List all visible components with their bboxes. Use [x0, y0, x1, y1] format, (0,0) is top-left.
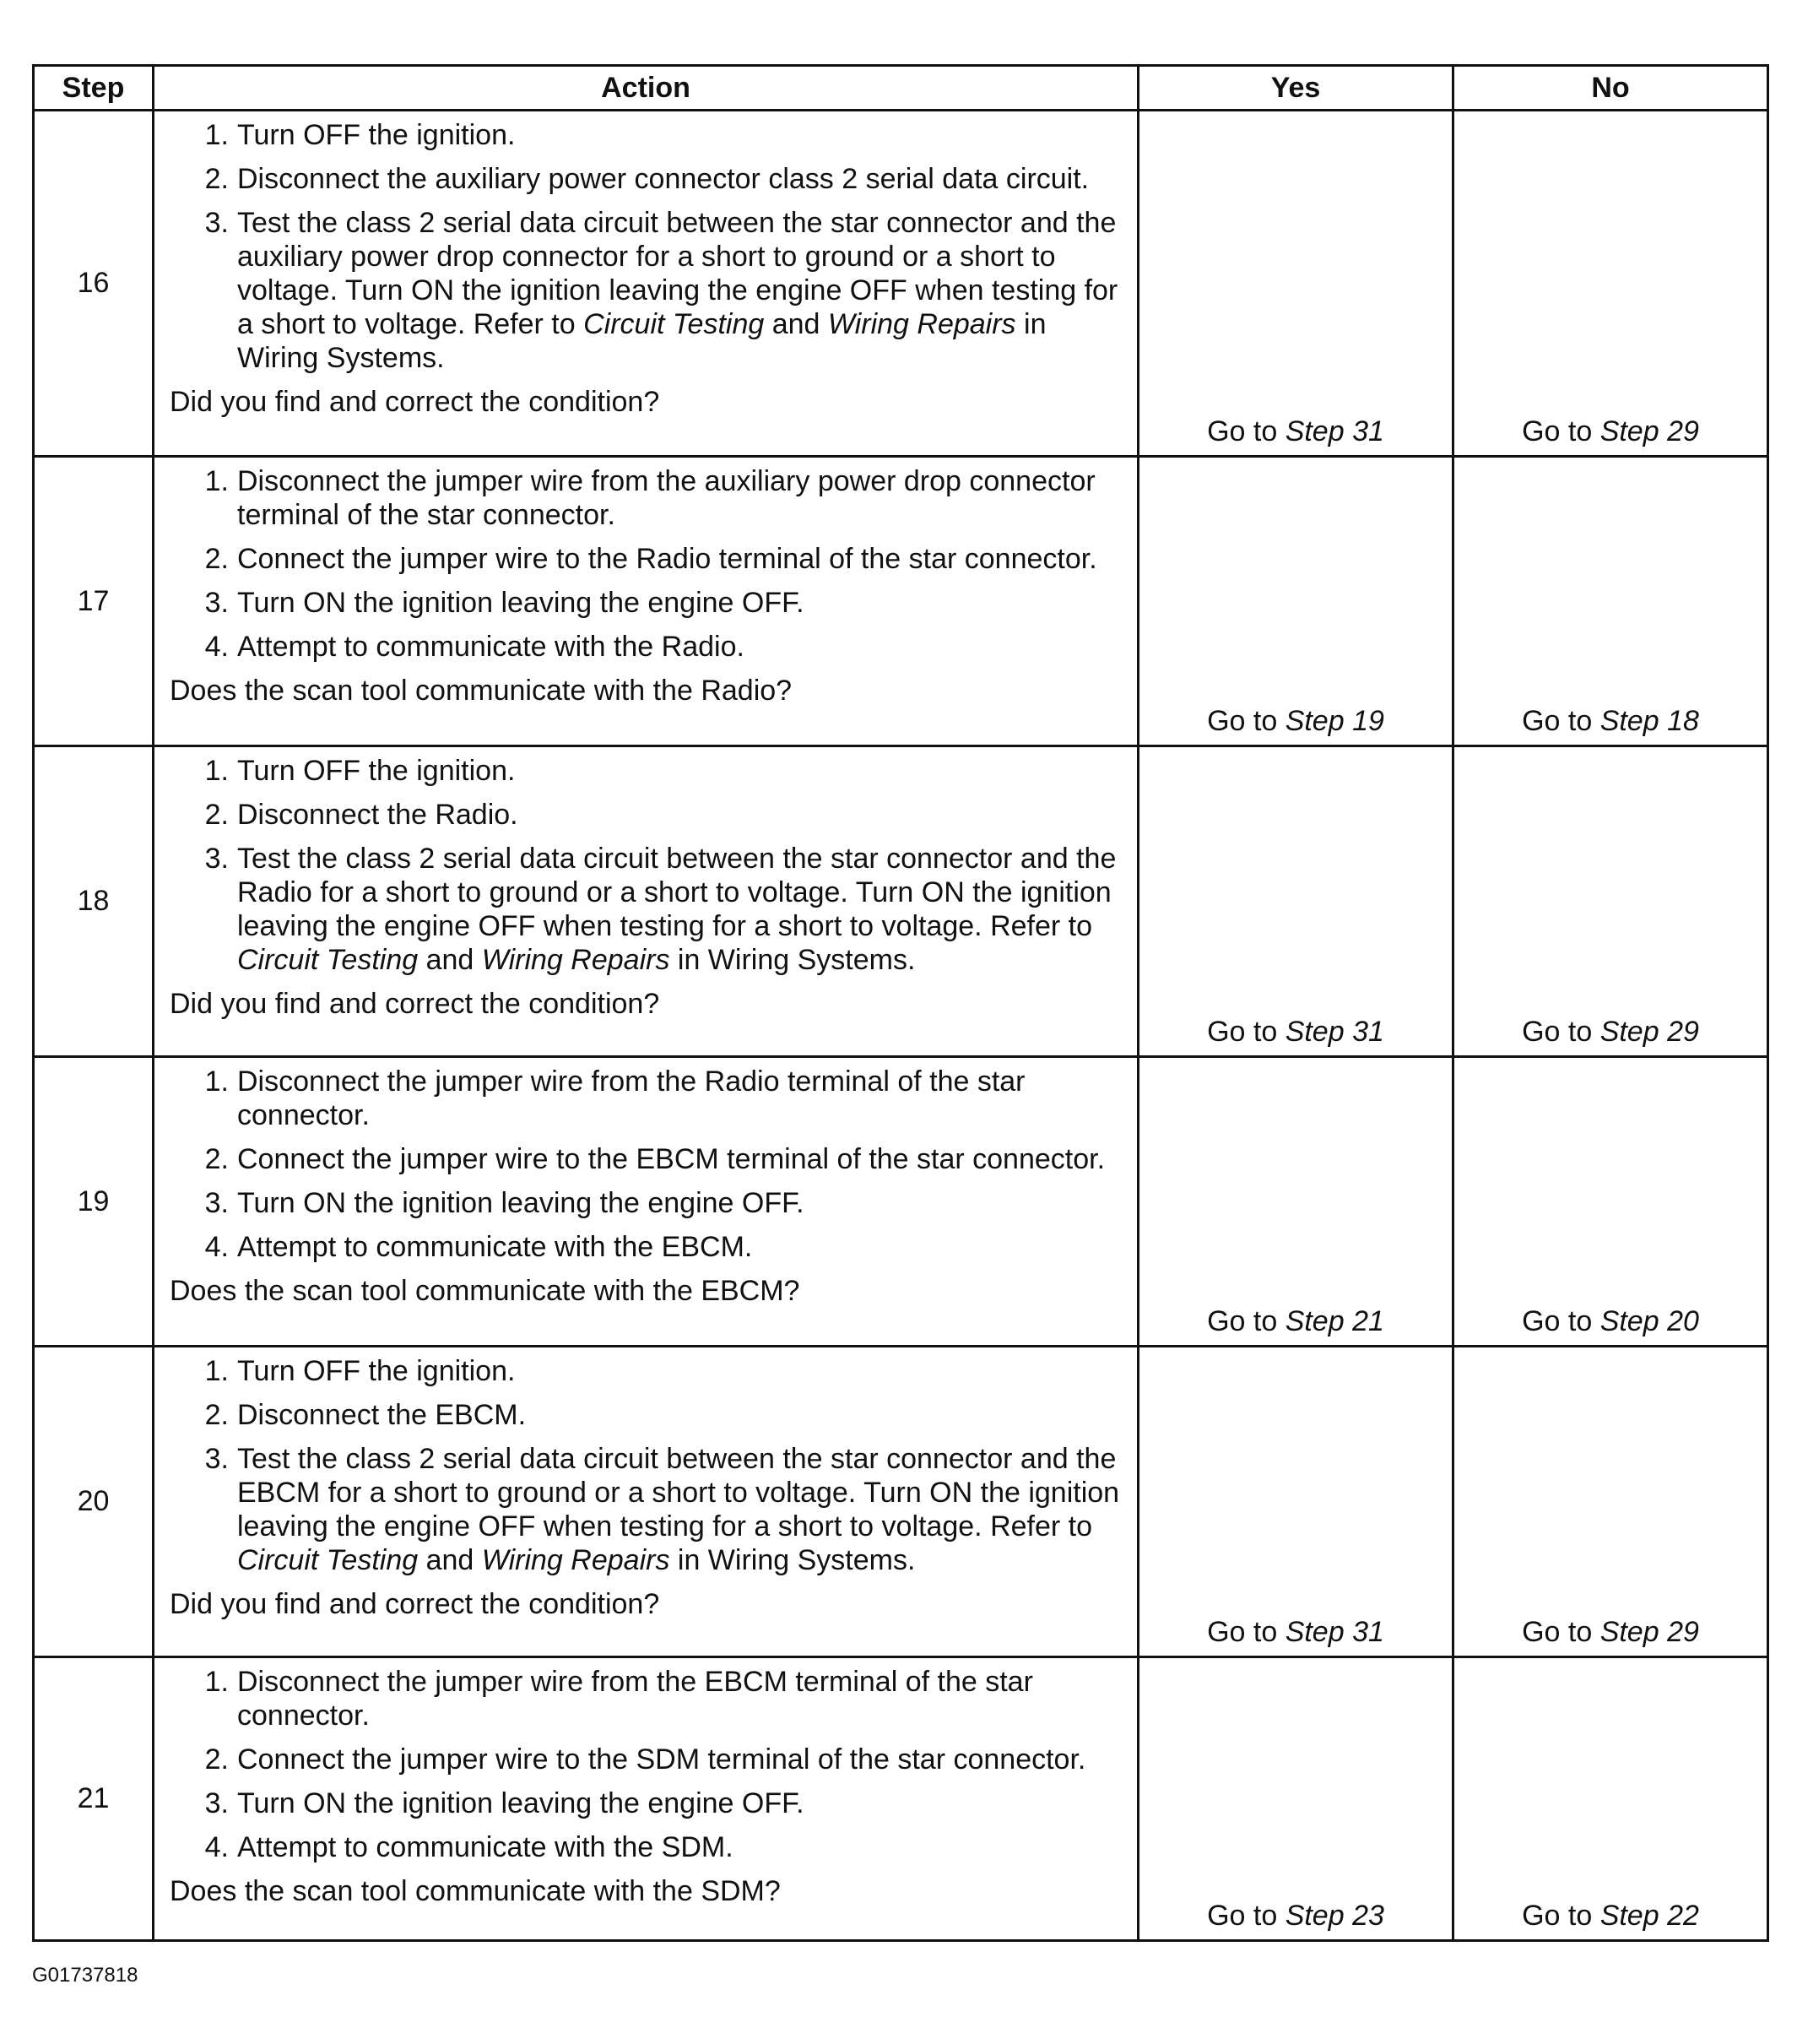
substep-text-part: and	[418, 944, 482, 976]
substep-item	[170, 542, 1122, 576]
substep-text-part: Turn OFF the ignition.	[237, 119, 516, 151]
substep-number: 1.	[204, 1065, 229, 1098]
step-number: 17	[34, 457, 154, 746]
substep-item	[170, 1743, 1122, 1776]
substep-text-part: Disconnect the jumper wire from the auxiliary power drop connector terminal of the star connector.	[237, 465, 1096, 531]
go-to-yes-step-link[interactable]: Step 21	[1285, 1305, 1384, 1337]
substep-text	[237, 464, 1122, 532]
step-question: Does the scan tool communicate with the SDM?	[170, 1875, 781, 1907]
action-cell	[154, 1347, 1139, 1657]
substep-item	[170, 1398, 1122, 1432]
substep-text-part: Connect the jumper wire to the SDM terminal of the star connector.	[237, 1743, 1086, 1776]
substep-text	[237, 586, 1122, 620]
substep-item	[170, 1230, 1122, 1264]
substep-text-part: Turn ON the ignition leaving the engine OFF.	[237, 1187, 804, 1219]
action-cell	[154, 746, 1139, 1057]
substep-text-part: Disconnect the Radio.	[237, 799, 518, 831]
substep-number: 1.	[204, 1355, 229, 1387]
no-cell	[1453, 1347, 1768, 1657]
reference-title: Circuit Testing	[583, 308, 765, 340]
yes-cell	[1139, 1657, 1453, 1941]
substep-text-part: Attempt to communicate with the SDM.	[237, 1831, 733, 1863]
substep-number: 4.	[204, 1231, 229, 1263]
substep-list	[170, 1065, 1122, 1264]
substep-item	[170, 630, 1122, 664]
substep-text	[237, 1354, 1122, 1388]
reference-title: Wiring Repairs	[827, 308, 1016, 340]
go-to-no-step-link[interactable]: Step 29	[1599, 1016, 1699, 1048]
go-to-prefix: Go to	[1207, 1900, 1286, 1932]
substep-text	[237, 118, 1122, 152]
table-row	[34, 1657, 1768, 1941]
substep-number: 3.	[204, 1787, 229, 1819]
substep-list	[170, 1665, 1122, 1864]
substep-number: 4.	[204, 1831, 229, 1863]
substep-text	[237, 1830, 1122, 1864]
substep-item	[170, 464, 1122, 532]
go-to-no-step-link[interactable]: Step 20	[1599, 1305, 1699, 1337]
step-question: Did you find and correct the condition?	[170, 988, 660, 1020]
yes-cell	[1139, 746, 1453, 1057]
substep-text-part: Turn ON the ignition leaving the engine OFF.	[237, 1787, 804, 1819]
substep-item	[170, 1665, 1122, 1732]
table-body	[34, 111, 1768, 1941]
go-to-prefix: Go to	[1207, 1016, 1286, 1048]
no-cell	[1453, 746, 1768, 1057]
step-number: 20	[34, 1347, 154, 1657]
substep-text	[237, 1743, 1122, 1776]
step-number: 18	[34, 746, 154, 1057]
go-to-yes-step-link[interactable]: Step 31	[1285, 415, 1384, 447]
go-to-prefix: Go to	[1207, 1616, 1286, 1648]
step-number: 19	[34, 1057, 154, 1347]
action-cell	[154, 1657, 1139, 1941]
go-to-yes-step-link[interactable]: Step 31	[1285, 1016, 1384, 1048]
step-question: Does the scan tool communicate with the Radio?	[170, 675, 793, 707]
substep-text	[237, 630, 1122, 664]
no-cell	[1453, 1657, 1768, 1941]
substep-number: 2.	[204, 1743, 229, 1776]
substep-text-part: Test the class 2 serial data circuit between the star connector and the Radio for a short to ground or a short to voltage. Turn ON the ignition leaving the engine OFF when testing for a short to voltage. Refer to	[237, 843, 1117, 942]
substep-list	[170, 754, 1122, 977]
substep-number: 2.	[204, 543, 229, 575]
substep-item	[170, 1354, 1122, 1388]
substep-text-part: Test the class 2 serial data circuit between the star connector and the auxiliary power drop connector for a short to ground or a short to voltage. Turn ON the ignition leaving the engine OFF when testing for a short to voltage. Refer to	[237, 207, 1118, 340]
substep-text-part: Attempt to communicate with the Radio.	[237, 631, 744, 663]
reference-title: Circuit Testing	[237, 1544, 419, 1576]
header-yes: Yes	[1139, 66, 1453, 111]
go-to-prefix: Go to	[1522, 705, 1600, 737]
go-to-prefix: Go to	[1522, 415, 1600, 447]
substep-text-part: Disconnect the EBCM.	[237, 1399, 527, 1431]
substep-text	[237, 1142, 1122, 1176]
header-no: No	[1453, 66, 1768, 111]
table-header-row	[34, 66, 1768, 111]
step-question: Did you find and correct the condition?	[170, 1588, 660, 1620]
substep-text	[237, 1230, 1122, 1264]
step-question: Does the scan tool communicate with the EBCM?	[170, 1275, 800, 1307]
substep-text	[237, 1186, 1122, 1220]
substep-text-part: in Wiring Systems.	[237, 308, 1047, 374]
go-to-prefix: Go to	[1522, 1616, 1600, 1648]
no-cell	[1453, 111, 1768, 457]
substep-item	[170, 798, 1122, 832]
table-row	[34, 457, 1768, 746]
substep-text	[237, 842, 1122, 977]
substep-item	[170, 206, 1122, 375]
substep-text	[237, 1786, 1122, 1820]
go-to-yes-step-link[interactable]: Step 31	[1285, 1616, 1384, 1648]
substep-text	[237, 1398, 1122, 1432]
substep-text	[237, 754, 1122, 788]
substep-list	[170, 464, 1122, 664]
substep-item	[170, 1786, 1122, 1820]
substep-text-part: in Wiring Systems.	[669, 1544, 916, 1576]
substep-text	[237, 1665, 1122, 1732]
action-cell	[154, 1057, 1139, 1347]
go-to-prefix: Go to	[1207, 705, 1286, 737]
go-to-prefix: Go to	[1207, 1305, 1286, 1337]
step-question: Did you find and correct the condition?	[170, 386, 660, 418]
substep-number: 4.	[204, 631, 229, 663]
substep-list	[170, 118, 1122, 375]
substep-text-part: Test the class 2 serial data circuit between the star connector and the EBCM for a short to ground or a short to voltage. Turn ON the ignition leaving the engine OFF when testing for a short to voltage. Refer to	[237, 1443, 1120, 1542]
substep-number: 2.	[204, 1399, 229, 1431]
substep-text-part: Connect the jumper wire to the Radio terminal of the star connector.	[237, 543, 1097, 575]
substep-item	[170, 586, 1122, 620]
substep-number: 2.	[204, 1143, 229, 1175]
substep-number: 3.	[204, 843, 229, 875]
substep-item	[170, 118, 1122, 152]
step-number: 16	[34, 111, 154, 457]
go-to-prefix: Go to	[1522, 1900, 1600, 1932]
substep-item	[170, 842, 1122, 977]
substep-text	[237, 206, 1122, 375]
substep-text-part: Connect the jumper wire to the EBCM terminal of the star connector.	[237, 1143, 1106, 1175]
reference-title: Circuit Testing	[237, 944, 419, 976]
substep-text-part: Turn OFF the ignition.	[237, 1355, 516, 1387]
substep-text-part: Turn OFF the ignition.	[237, 755, 516, 787]
substep-number: 1.	[204, 1666, 229, 1698]
table-row	[34, 1057, 1768, 1347]
diagnostic-steps-table	[32, 64, 1769, 1942]
go-to-yes-step-link[interactable]: Step 19	[1285, 705, 1384, 737]
yes-cell	[1139, 111, 1453, 457]
reference-title: Wiring Repairs	[481, 1544, 670, 1576]
substep-item	[170, 1186, 1122, 1220]
substep-text-part: and	[764, 308, 828, 340]
action-cell	[154, 111, 1139, 457]
substep-text-part: Attempt to communicate with the EBCM.	[237, 1231, 753, 1263]
substep-text	[237, 162, 1122, 196]
header-step: Step	[34, 66, 154, 111]
table-row	[34, 111, 1768, 457]
yes-cell	[1139, 457, 1453, 746]
substep-text	[237, 1442, 1122, 1577]
substep-number: 3.	[204, 587, 229, 619]
substep-text-part: in Wiring Systems.	[669, 944, 916, 976]
go-to-yes-step-link[interactable]: Step 23	[1285, 1900, 1384, 1932]
substep-text-part: and	[418, 1544, 482, 1576]
substep-list	[170, 1354, 1122, 1577]
substep-text-part: Turn ON the ignition leaving the engine OFF.	[237, 587, 804, 619]
action-cell	[154, 457, 1139, 746]
header-action: Action	[154, 66, 1139, 111]
substep-item	[170, 1065, 1122, 1132]
substep-text-part: Disconnect the jumper wire from the Radio terminal of the star connector.	[237, 1065, 1026, 1131]
substep-number: 3.	[204, 207, 229, 239]
substep-item	[170, 754, 1122, 788]
substep-item	[170, 1830, 1122, 1864]
substep-number: 1.	[204, 755, 229, 787]
table-row	[34, 1347, 1768, 1657]
substep-text	[237, 1065, 1122, 1132]
figure-id: G01737818	[32, 1964, 138, 1987]
no-cell	[1453, 457, 1768, 746]
substep-text	[237, 542, 1122, 576]
substep-number: 3.	[204, 1443, 229, 1475]
go-to-no-step-link[interactable]: Step 22	[1599, 1900, 1699, 1932]
substep-number: 2.	[204, 799, 229, 831]
substep-text	[237, 798, 1122, 832]
substep-number: 3.	[204, 1187, 229, 1219]
yes-cell	[1139, 1347, 1453, 1657]
substep-item	[170, 1442, 1122, 1577]
reference-title: Wiring Repairs	[481, 944, 670, 976]
substep-item	[170, 1142, 1122, 1176]
go-to-prefix: Go to	[1522, 1305, 1600, 1337]
go-to-no-step-link[interactable]: Step 29	[1599, 415, 1699, 447]
step-number: 21	[34, 1657, 154, 1941]
yes-cell	[1139, 1057, 1453, 1347]
go-to-no-step-link[interactable]: Step 29	[1599, 1616, 1699, 1648]
table-row	[34, 746, 1768, 1057]
substep-number: 2.	[204, 163, 229, 195]
substep-text-part: Disconnect the auxiliary power connector class 2 serial data circuit.	[237, 163, 1090, 195]
go-to-prefix: Go to	[1207, 415, 1286, 447]
go-to-no-step-link[interactable]: Step 18	[1599, 705, 1699, 737]
substep-number: 1.	[204, 465, 229, 497]
substep-number: 1.	[204, 119, 229, 151]
substep-text-part: Disconnect the jumper wire from the EBCM terminal of the star connector.	[237, 1666, 1033, 1732]
substep-item	[170, 162, 1122, 196]
no-cell	[1453, 1057, 1768, 1347]
go-to-prefix: Go to	[1522, 1016, 1600, 1048]
